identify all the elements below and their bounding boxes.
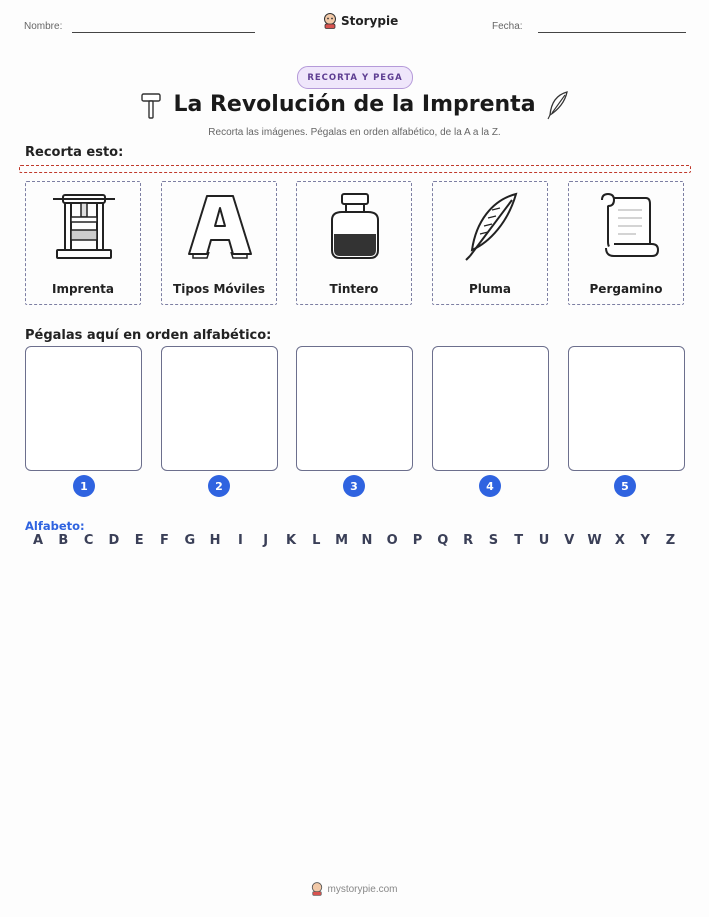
alphabet-letter: Z: [665, 533, 676, 548]
alphabet-letter: U: [538, 533, 550, 548]
cut-section-heading: Recorta esto:: [25, 145, 124, 160]
alphabet-letter: V: [564, 533, 575, 548]
letter-a-icon: [185, 190, 255, 262]
alphabet-letter: N: [361, 533, 373, 548]
feather-icon: [546, 90, 570, 120]
printing-press-icon: [49, 190, 119, 262]
paste-section-heading: Pégalas aquí en orden alfabético:: [25, 328, 272, 343]
alphabet-letter: S: [488, 533, 499, 548]
cut-card-pluma[interactable]: [432, 181, 548, 305]
scroll-icon: [592, 190, 662, 262]
paste-box-3[interactable]: [296, 346, 413, 471]
alphabet-letter: R: [463, 533, 474, 548]
cut-card-label: Tipos Móviles: [173, 282, 265, 296]
cut-card-imprenta[interactable]: [25, 181, 141, 305]
alphabet-letter: W: [587, 533, 602, 548]
page-title: La Revolución de la Imprenta: [173, 92, 536, 117]
footer-url[interactable]: mystorypie.com: [327, 883, 398, 895]
name-line[interactable]: [72, 32, 255, 33]
alphabet-letter: L: [312, 533, 321, 548]
paste-box-4[interactable]: [432, 346, 549, 471]
alphabet-letter: C: [83, 533, 94, 548]
inkwell-icon: [320, 190, 390, 262]
paste-box-2[interactable]: [161, 346, 278, 471]
alphabet-letter: M: [335, 533, 349, 548]
number-badge-4: 4: [479, 475, 501, 497]
brand-name: Storypie: [341, 14, 399, 28]
cut-card-label: Imprenta: [52, 282, 114, 296]
cut-card-label: Tintero: [329, 282, 379, 296]
cut-card-label: Pluma: [468, 282, 512, 296]
cut-card-tintero[interactable]: [296, 181, 412, 305]
page-subtitle: Recorta las imágenes. Pégalas en orden alfabético, de la A a la Z.: [208, 127, 501, 138]
paste-box-1[interactable]: [25, 346, 142, 471]
activity-badge: RECORTA Y PEGA: [297, 66, 413, 89]
name-label: Nombre:: [24, 21, 63, 32]
brand-logo: [323, 13, 398, 29]
cut-line: [19, 165, 691, 173]
alphabet-letter: A: [32, 533, 44, 548]
storypie-mascot-icon: [323, 13, 337, 29]
footer: [0, 882, 709, 899]
alphabet-letter: D: [108, 533, 120, 548]
alphabet-letter: X: [614, 533, 625, 548]
number-badge-1: 1: [73, 475, 95, 497]
alphabet-letter: E: [134, 533, 144, 548]
alphabet-letter: O: [386, 533, 398, 548]
alphabet-letter: H: [209, 533, 221, 548]
alphabet-letter: P: [412, 533, 423, 548]
alphabet-letter: T: [514, 533, 524, 548]
alphabet-letter: Q: [437, 533, 449, 548]
number-badge-5: 5: [614, 475, 636, 497]
alphabet-letter: J: [263, 533, 269, 548]
cut-card-tipos-moviles[interactable]: [161, 181, 277, 305]
number-badge-3: 3: [343, 475, 365, 497]
date-label: Fecha:: [492, 21, 523, 32]
number-badge-2: 2: [208, 475, 230, 497]
alphabet-letter: B: [58, 533, 69, 548]
paste-box-5[interactable]: [568, 346, 685, 471]
quill-feather-icon: [456, 190, 526, 262]
storypie-mascot-icon: [311, 882, 323, 896]
alphabet-letter: F: [160, 533, 169, 548]
date-line[interactable]: [538, 32, 686, 33]
alphabet-title: Alfabeto:: [25, 519, 85, 533]
cut-card-label: Pergamino: [589, 282, 663, 296]
cut-card-pergamino[interactable]: [568, 181, 684, 305]
alphabet-letter: G: [184, 533, 196, 548]
alphabet-letter: K: [285, 533, 297, 548]
alphabet-letter: Y: [640, 533, 650, 548]
alphabet-letter: I: [237, 533, 243, 548]
